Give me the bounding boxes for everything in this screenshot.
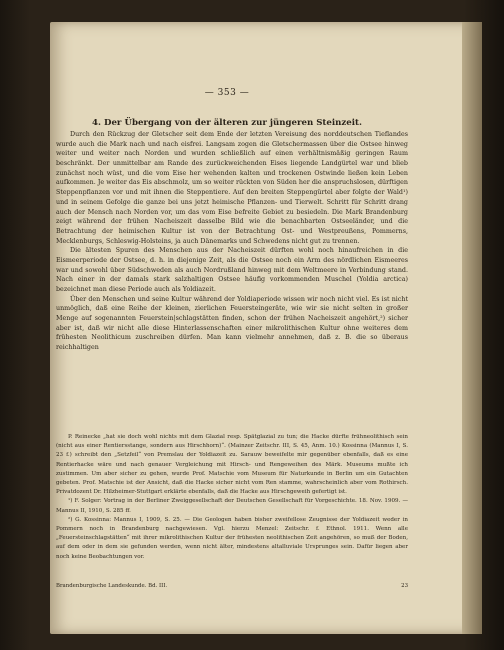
body-text xyxy=(56,130,408,353)
paragraph-2: Die ältesten Spuren des Menschen aus der Nacheiszeit dürften wohl noch hinaufreichen in die Eismeerperiode der Ostsee, d. h. in diejenige Zeit, als die Ostsee noch ein Arm des nördlichen Eismeeres war und sowohl über Südschweden als auch Nordrußland hinweg mit dem Weltmeere in Verbindung stand. Nach einer in der damals stark salzhaltigen Ostsee häufig vorkommenden Muschel (Yoldia arctica) bezeichnet man diese Periode auch als Yoldiazeit. xyxy=(56,247,408,293)
footnote-2: ²) G. Kossinna: Mannus I, 1909, S. 25. — Die Geologen haben bisher zweifellose Zeugnisse der Yoldiazeit weder in Pommern noch in Brandenburg nachgewiesen. Vgl. hierzu Menzel: Zeitschr. f. Ethnol. 1911. Wenn alle „Feuersteinschlagstätten“ mit ihrer mikrolithischen Kultur der frühesten neolithischen Zeit angehören, so muß der Boden, auf dem oder in dem sie gefunden werden, wenn nicht älter, mindestens altalluviale Ursprunges sein. Dafür liegen aber noch keine Beobachtungen vor. xyxy=(56,516,408,560)
section-heading: 4. Der Übergang von der älteren zur jüngeren Steinzeit. xyxy=(92,118,362,128)
page-number: — 353 — xyxy=(204,88,250,98)
footer-signature: 23 xyxy=(401,583,408,589)
paragraph-1: Durch den Rückzug der Gletscher seit dem Ende der letzten Vereisung des norddeutschen Tieflandes wurde auch die Mark nach und nach eisfrei. Langsam zogen die Gletschermassen über die Ostsee hinweg weiter und weiter nach Norden und wurden schließlich auf einen verhältnismäßig geringen Raum beschränkt. Der unmittelbar am Rande des zurückweichenden Eises liegende Landgürtel war und blieb zunächst noch wüst, und die vom Eise her wehenden kalten und trockenen Ostwinde ließen kein Leben aufkommen. Je weiter das Eis abschmolz, um so weiter rückten von Süden her die anspruchslosen, dürftigen Steppenpflanzen vor und mit ihnen die Steppentiere. Auf den breiten Steppengürtel aber folgte der Wald¹) und in seinem Gefolge die ganze bei uns jetzt heimische Pflanzen- und Tierwelt. Schritt für Schritt drang auch der Mensch nach Norden vor, um das vom Eise befreite Gebiet zu besiedeln. Die Mark Brandenburg zeigt während der frühen Nacheiszeit dasselbe Bild wie die benachbarten Ostseeländer, und die Betrachtung der heimischen Kultur ist von der Betrachtung Ost- und Westpreußens, Pommerns, Mecklenburgs, Schleswig-Holsteins, ja auch Dänemarks und Schwedens nicht gut zu trennen. xyxy=(56,131,408,245)
footnotes xyxy=(56,433,408,562)
footnote-1: ¹) F. Solger: Vortrag in der Berliner Zweiggesellschaft der Deutschen Gesellschaft für Vorgeschichte. 18. Nov. 1909. — Mannus II, 1910, S. 285 ff. xyxy=(56,498,408,514)
book-spine xyxy=(462,22,482,634)
footnote-continued: P. Reinecke „hat sie doch wohl nichts mit dem Glazial resp. Spätglazial zu tun; die Hacke dürfte frühneolithisch sein (nicht aus einer Rentiersstange, sondern aus Hirschhorn)“. (Mainzer Zeitschr. III, S. 45, Anm. 10.) Kossinna (Mannus I, S. 23 f.) schreibt den „Setzfeil“ von Premslau der Yoldiazeit zu. Sarauw beweifelte mir gegenüber ebenfalls, daß es eine Rentierhacke wäre und nach genauer Vergleichung mit Hirsch- und Rengeweihen des Märk. Museums mußte ich zustimmen. Um aber sicher zu gehen, wurde Prof. Matschie vom Museum für Naturkunde in Berlin um ein Gutachten gebeten. Prof. Matschie ist der Ansicht, daß die Hacke sicher nicht vom Ren stamme, wahrscheinlich aber vom Rothirsch. Privatdozent Dr. Hilzheimer-Stuttgart erklärte ebenfalls, daß die Hacke aus Hirschgeweih gefertigt ist. xyxy=(56,434,408,496)
footer-series-title: Brandenburgische Landeskunde. Bd. III. xyxy=(56,583,168,589)
paragraph-3: Über den Menschen und seine Kultur während der Yoldiaperiode wissen wir noch nicht viel. Es ist nicht unmöglich, daß eine Reihe der kleinen, zierlichen Feuersteingeräte, wie wir sie nicht selten in großer Menge auf sogenannten Feuerstein|schlagstätten finden, schon der frühen Nacheiszeit angehört,²) sicher aber ist, daß wir nicht alle diese Hinterlassenschaften einer mikrolithischen Kultur ohne weiteres dem frühesten Neolithicum zuschreiben dürfen. Man kann vielmehr annehmen, daß z. B. die so überaus reichhaltigen xyxy=(56,295,408,352)
